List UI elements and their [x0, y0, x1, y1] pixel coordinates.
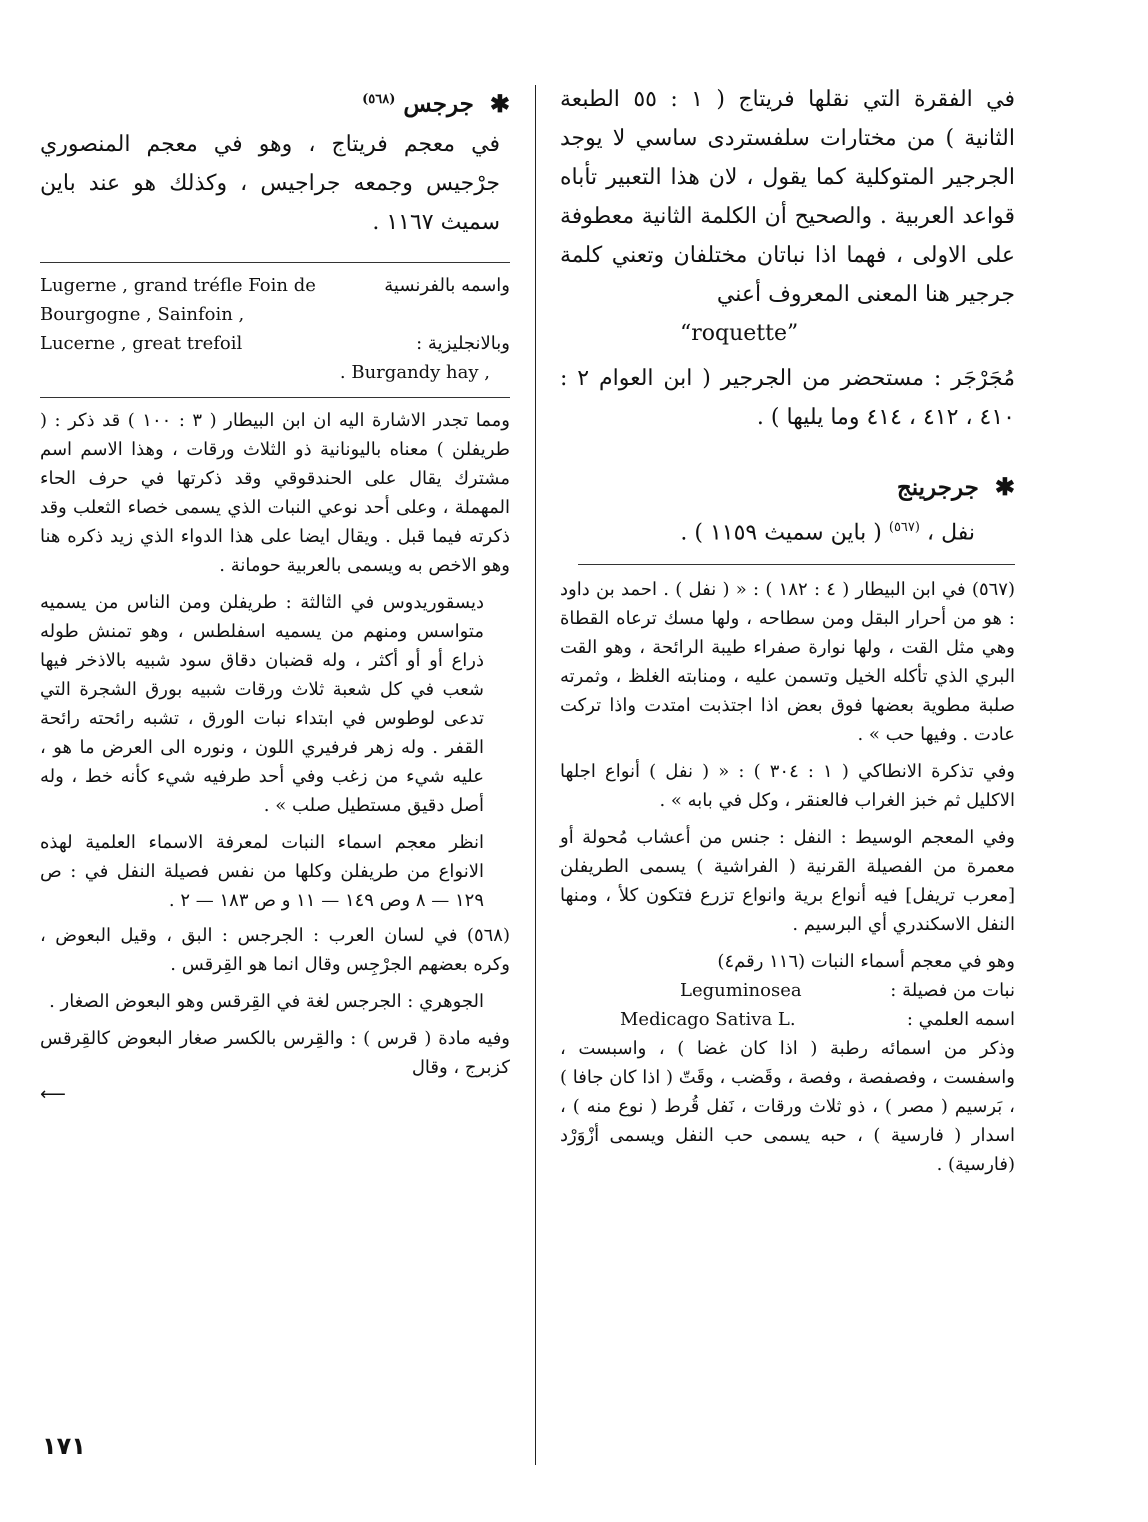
asterisk-icon: ✱	[994, 472, 1015, 501]
note-paragraph: (٥٦٨) في لسان العرب : الجرجس : البق ، وقيل البعوض ، وكره بعضهم الجرْجِس وقال انما هو القِرقس .	[40, 924, 510, 975]
note-paragraph: ديسقوريدوس في الثالثة : طريفلن ومن الناس من يسميه متواسس ومنهم من يسميه اسفلطس ، وهو تمنش طوله ذراع أو أو أكثر ، وله قضبان دقاق سود شبيه بالاذخر فيها شعب في كل شعبة ثلاث ورقات شبيه بورق الشجرة التي تدعى لوطوس في ابتداء نبات الورق ، تشبه رائحته رائحة القفر . وله زهر فرفيري اللون ، ونوره الى العرض ما هو ، عليه شيء من زغب وفي أحد طرفيه شيء كأنه خط ، وله أصل دقيق مستطيل صلب » .	[40, 591, 484, 816]
french-row	[40, 271, 510, 329]
english-label: وبالانجليزية :	[416, 332, 510, 354]
continue-arrow-icon: ⟵	[40, 1083, 66, 1105]
section-divider	[40, 397, 510, 398]
footnote-label: (٥٦٧)	[971, 579, 1015, 601]
footnote-divider	[40, 262, 510, 263]
mujarjar-paragraph: مُجَرْجَر : مستحضر من الجرجير ( ابن العوام ٢ : ٤١٠ ، ٤١٢ ، ٤١٤ وما يليها ) .	[560, 366, 1016, 430]
note-paragraph: (٥٦٧) في ابن البيطار ( ٤ : ١٨٢ ) : « ( نفل ) . احمد بن داود : هو من أحرار البقل ومن سطاحه ، ولها مسك ترعاه القطاة وهي مثل القت ، ولها نوارة صفراء طيبة الرائحة ، وهو القت البري الذي تأكله الخيل وتسمن عليه ، ومنابته الغلظ ، وثمرته صلبة مطوية بعضها فوق بعض اذا اجتذبت امتدت واذا تركت عادت . وفيها حب » .	[560, 579, 1015, 746]
note-paragraph: ومما تجدر الاشارة اليه ان ابن البيطار ( ٣ : ١٠٠ ) قد ذكر : ( طريفلن ) معناه باليونانية ذو الثلاث ورقات ، وهذا الاسم اسم مشترك يقال على الحندقوقي وقد ذكرتها في حرف الحاء المهملة ، وعلى أحد نوعي النبات الذي يسمى خصاء الثعلب وقد ذكرته فيما قبل . ويقال ايضا على هذا الدواء الذي زيد ذكره هنا وهو الاخص به ويسمى بالعربية حومانة .	[40, 409, 510, 576]
note-paragraph: وهو في معجم أسماء النبات (١١٦ رقم٤)	[717, 951, 1015, 973]
entry-heading-jarjis	[40, 80, 510, 125]
scientific-latin: Medicago Sativa L.	[620, 1009, 796, 1031]
entry-body: في معجم فريتاج ، وهو في معجم المنصوري جرْجيس وجمعه جراجيس ، وكذلك هو عند باين سميث ١١٦٧ .	[40, 131, 500, 235]
right-column	[560, 80, 1015, 1179]
note-paragraph: وذكر من اسمائه رطبة ( اذا كان غضا ) ، واسبست ، واسفست ، وفصفصة ، وفصة ، وقَضب ، وقَتّ ( اذا كان جافا ) ، بَرسيم ( مصر ) ، ذو ثلاث ورقات ، نَفل قُرط ( نوع منه ) ، اسدار ( فارسية ) ، حبه يسمى حب النفل ويسمى أزْوَرْد (فارسية) .	[560, 1038, 1015, 1176]
family-label: نبات من فصيلة :	[890, 980, 1015, 1002]
footnote-divider	[578, 564, 1015, 565]
asterisk-icon: ✱	[489, 88, 510, 118]
entry-heading-jarjarinj	[560, 467, 1015, 508]
main-paragraph: في الفقرة التي نقلها فريتاج ( ١ : ٥٥ الطبعة الثانية ) من مختارات سلفستردى ساسي لا يوجد الجرجير المتوكلية كما يقول ، لان هذا التعبير تأباه قواعد العربية . والصحيح أن الكلمة الثانية معطوفة على الاولى ، فهما اذا نباتان مختلفان وتعني كلمة جرجير هنا المعنى المعروف أعني	[560, 87, 1016, 307]
footnote-567	[560, 575, 1015, 1179]
french-label: واسمه بالفرنسية	[384, 274, 510, 296]
left-column	[40, 80, 510, 1105]
note-paragraph: وفي تذكرة الانطاكي ( ١ : ٣٠٤ ) : « ( نفل ) أنواع اجلها الاكليل ثم خبز الغراب فالعنقر ، وكل في بابه » .	[560, 761, 1015, 812]
scientific-name-row	[560, 1005, 1015, 1034]
column-divider	[535, 85, 536, 1465]
english-row	[40, 329, 510, 358]
note-paragraph: الجوهري : الجرجس لغة في القِرقس وهو البعوض الصغار .	[49, 990, 484, 1012]
note-paragraph: وفيه مادة ( قرس ) : والقِرس بالكسر صغار البعوض كالقِرقس كزبرج ، وقال	[40, 1027, 510, 1078]
scientific-label: اسمه العلمي :	[906, 1009, 1015, 1031]
note-paragraph: انظر معجم اسماء النبات لمعرفة الاسماء العلمية لهذه الانواع من طريفلن وكلها من نفس فصيلة النفل في : ص ١٢٩ — ٨ وص ١٤٩ — ١١ و ص ١٨٣ — ٢ .	[40, 831, 484, 911]
latin-roquette: “roquette”	[680, 321, 799, 346]
french-names	[40, 271, 510, 387]
entry-title: جرجرينج	[896, 474, 979, 501]
footnote-ref: (٥٦٨)	[362, 92, 396, 107]
english-latin-2: . Burgandy hay ,	[339, 361, 490, 383]
footnote-568	[40, 921, 510, 1082]
footnote-ref: (٥٦٧)	[888, 520, 920, 535]
english-latin: Lucerne , great trefoil	[40, 332, 243, 354]
entry-body: نفل ، $^{(٥٦٧)}$ ( باين سميث ١١٥٩ ) .	[680, 520, 975, 546]
family-row	[560, 976, 1015, 1005]
family-latin: Leguminosea	[680, 980, 802, 1002]
note-paragraph: وفي المعجم الوسيط : النفل : جنس من أعشاب مُحولة أو معمرة من الفصيلة القرنية ( الفراشية ) يسمى الطريفلن [معرب تريفل] فيه أنواع برية وانواع تزرع فتكون كلأ ، ومنها النفل الاسكندري أي البرسيم .	[560, 827, 1015, 936]
main-latin-line	[560, 314, 1015, 353]
entry-title: جرجس	[403, 90, 474, 118]
footnote-label: (٥٦٨)	[466, 924, 510, 946]
page-number: ١٧١	[42, 1432, 86, 1460]
french-latin: Lugerne , grand tréfle Foin de Bourgogne , Sainfoin ,	[40, 274, 316, 325]
